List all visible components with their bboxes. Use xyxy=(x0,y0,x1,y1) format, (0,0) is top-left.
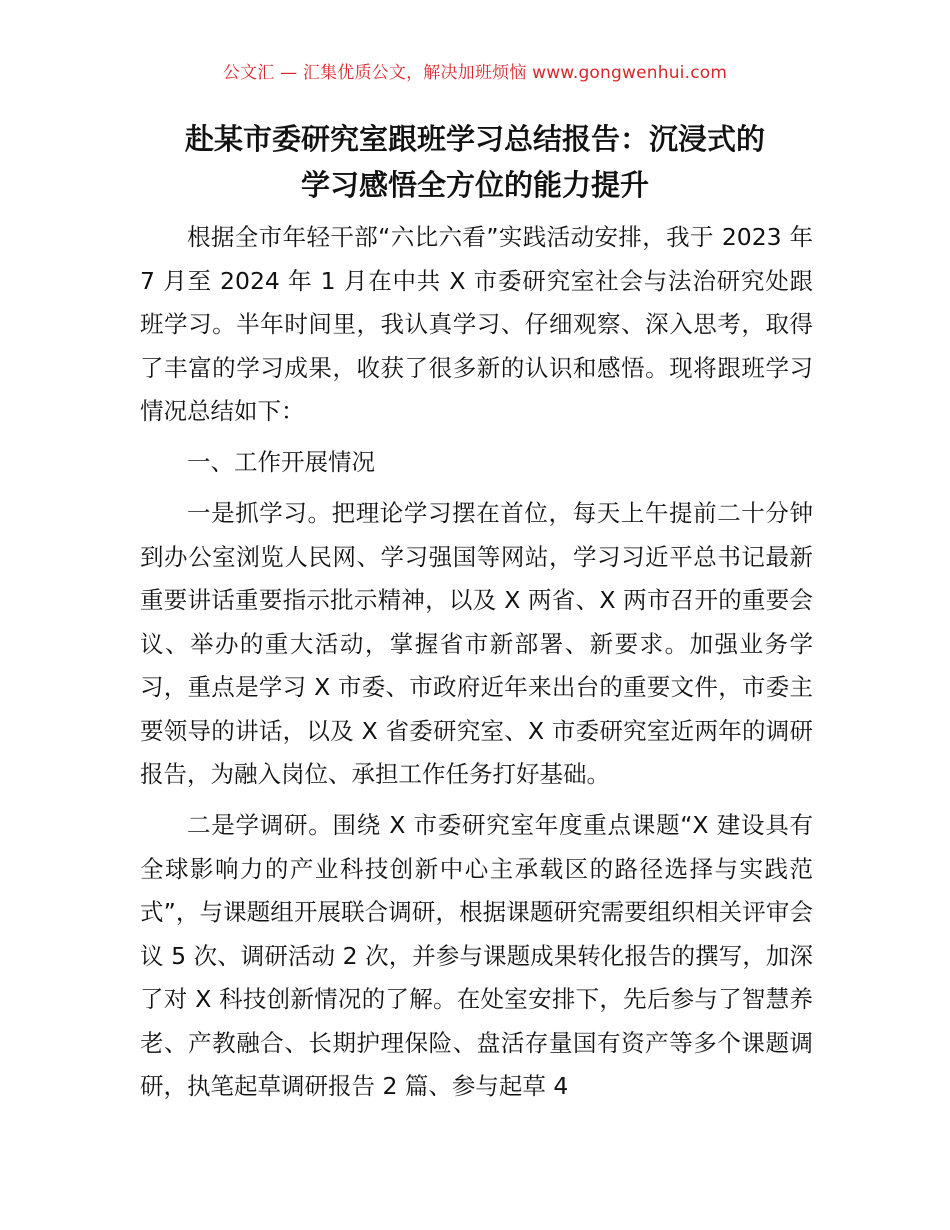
title-line-1: 赴某市委研究室跟班学习总结报告：沉浸式的 xyxy=(184,122,765,156)
intro-block xyxy=(140,216,813,434)
paragraph-study: 一是抓学习。把理论学习摆在首位，每天上午提前二十分钟到办公室浏览人民网、学习强国等网站，学习习近平总书记最新重要讲话重要指示批示精神，以及 X 两省、X 两市召开的重要会议、举办的重大活动，掌握省市新部署、新要求。加强业务学习，重点是学习 X 市委、市政府近年来出台的重要文件，市委主要领导的讲话，以及 X 省委研究室、X 市委研究室近两年的调研报告，为融入岗位、承担工作任务打好基础。 xyxy=(140,499,813,788)
paragraph-block-2 xyxy=(140,804,813,1109)
document-title xyxy=(100,116,850,208)
intro-paragraph: 根据全市年轻干部“六比六看”实践活动安排，我于 2023 年 7 月至 2024 年 1 月在中共 X 市委研究室社会与法治研究处跟班学习。半年时间里，我认真学习、仔细观察、深入思考，取得了丰富的学习成果，收获了很多新的认识和感悟。现将跟班学习情况总结如下： xyxy=(140,223,813,425)
title-line-2: 学习感悟全方位的能力提升 xyxy=(300,168,649,202)
section-heading: 一、工作开展情况 xyxy=(187,448,375,476)
site-banner: 公文汇 — 汇集优质公文，解决加班烦恼 www.gongwenhui.com xyxy=(222,63,728,83)
paragraph-block-1 xyxy=(140,492,813,797)
paragraph-research: 二是学调研。围绕 X 市委研究室年度重点课题“X 建设具有全球影响力的产业科技创新中心主承载区的路径选择与实践范式”，与课题组开展联合调研，根据课题研究需要组织相关评审会议 5 次、调研活动 2 次，并参与课题成果转化报告的撰写，加深了对 X 科技创新情况的了解。在处室安排下，先后参与了智慧养老、产教融合、长期护理保险、盘活存量国有资产等多个课题调研，执笔起草调研报告 2 篇、参与起草 4 xyxy=(140,811,813,1100)
section-heading-block xyxy=(140,441,813,485)
